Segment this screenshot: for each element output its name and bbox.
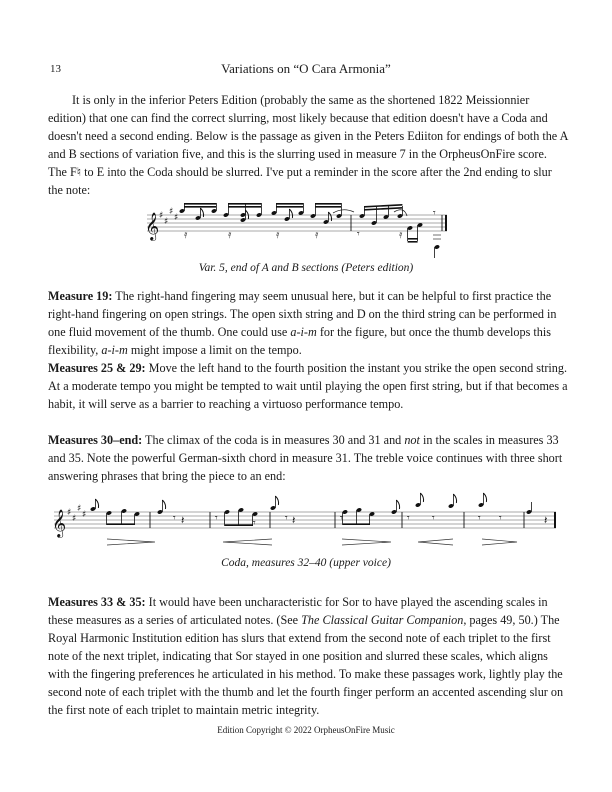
example-1-caption: Var. 5, end of A and B sections (Peters edition) bbox=[198, 262, 414, 274]
eighth-rest: 𝄾 bbox=[499, 513, 502, 524]
example-2-caption: Coda, measures 32–40 (upper voice) bbox=[221, 557, 391, 569]
hairpins bbox=[107, 539, 517, 545]
flag bbox=[396, 500, 399, 509]
quarter-rest: 𝄽 bbox=[292, 514, 296, 527]
section-measures-30-end: Measures 30–end: The climax of the coda is in measures 30 and 31 and not in the scales in measures 33 and 35. Note the powerful German-sixth chord in measure 31. The treble voice continues with three short answering phrases that bring the piece to an end: bbox=[48, 433, 563, 483]
flag bbox=[95, 499, 98, 508]
svg-text:♯: ♯ bbox=[82, 510, 87, 520]
eighth-rest: 𝄾 bbox=[432, 513, 435, 524]
svg-text:♯: ♯ bbox=[159, 211, 164, 221]
section-heading: Measures 25 & 29: bbox=[48, 361, 146, 375]
section-measures-25-29: Measures 25 & 29: Move the left hand to the fourth position the instant you strike the open second string. At a moderate tempo you might be tempted to wait until playing the open first string, but if that becomes a habit, it will serve as a barrier to reaching a virtuoso performance tempo. bbox=[48, 361, 568, 411]
quarter-rest: 𝄽 bbox=[544, 514, 548, 527]
decrescendo-hairpin bbox=[482, 539, 517, 545]
page-number: 13 bbox=[50, 63, 61, 75]
sixteenth-rest: 𝄿 bbox=[399, 228, 403, 241]
eighth-rest: 𝄾 bbox=[478, 513, 481, 524]
flag bbox=[275, 496, 278, 505]
flag bbox=[420, 493, 423, 502]
flag bbox=[162, 500, 165, 509]
sixteenth-rest: 𝄿 bbox=[315, 228, 319, 241]
copyright-footer: Edition Copyright © 2022 OrpheusOnFire Music bbox=[217, 725, 395, 735]
sixteenth-rest: 𝄿 bbox=[276, 228, 280, 241]
key-signature bbox=[67, 504, 86, 524]
decrescendo-hairpin bbox=[107, 539, 155, 545]
eighth-rest: 𝄾 bbox=[357, 229, 360, 240]
svg-text:♯: ♯ bbox=[77, 504, 82, 514]
section-heading: Measures 30–end: bbox=[48, 433, 143, 447]
beam bbox=[225, 524, 253, 526]
flag bbox=[483, 493, 486, 502]
quarter-rest: 𝄽 bbox=[181, 514, 185, 527]
svg-text:♯: ♯ bbox=[164, 217, 169, 227]
beam bbox=[107, 523, 135, 525]
section-measure-19: Measure 19: The right-hand fingering may seem unusual here, but it can be helpful to first practice the right-hand fingering on open strings. The open sixth string and D on the third string can be performed in one fluid movement of the thumb. One could use a-i-m for the figure, but once the thumb develops this flexibility, a-i-m might impose a limit on the tempo. bbox=[48, 289, 557, 357]
beam bbox=[343, 523, 370, 525]
flag bbox=[453, 494, 456, 503]
sixteenth-rest: 𝄿 bbox=[184, 228, 188, 241]
crescendo-hairpin bbox=[418, 539, 453, 545]
section-heading: Measures 33 & 35: bbox=[48, 595, 146, 609]
svg-text:♯: ♯ bbox=[174, 213, 179, 223]
section-measures-33-35: Measures 33 & 35: It would have been uncharacteristic for Sor to have played the ascending scales in these measures as a series of articulated notes. (See The Classical Guitar Companion, pages 49, 50.) The Royal Harmonic Institution edition has slurs that extend from the second note of each triplet to the first note of the next triplet, indicating that Sor stayed in one position and slurred these scales, which aligns with the fingering preferences he articulated in his method. To make these passages work, lightly play the second note of each triplet with the thumb and let the fourth finger perform an accented ascending slur on the first note of each triplet to maintain metric integrity. bbox=[48, 595, 564, 717]
running-title: Variations on “O Cara Armonia” bbox=[221, 61, 391, 76]
eighth-rest: 𝄾 bbox=[253, 518, 256, 529]
svg-text:♯: ♯ bbox=[72, 514, 77, 524]
treble-clef-icon: 𝄞 bbox=[145, 212, 160, 240]
intro-paragraph: It is only in the inferior Peters Edition (probably the same as the shortened 1822 Meissionnier edition) that one can find the correct slurring, most likely because that edition doesn't have a Coda and doesn't need a second ending. Below is the passage as given in the Peters Ediiton for endings of both the A and B sections of variation five, and this is the slurring used in measure 7 in the OrpheusOnFire score. The F♮ to E into the Coda should be slurred. I've put a reminder in the score after the 2nd ending to slur the note: bbox=[48, 93, 568, 197]
svg-text:♯: ♯ bbox=[169, 207, 174, 217]
eighth-rest: 𝄾 bbox=[285, 513, 288, 524]
section-heading: Measure 19: bbox=[48, 289, 113, 303]
eighth-rest: 𝄾 bbox=[173, 513, 176, 524]
staff-2 bbox=[54, 512, 556, 528]
eighth-rest: 𝄾 bbox=[407, 513, 410, 524]
crescendo-hairpin bbox=[223, 539, 272, 545]
svg-text:♯: ♯ bbox=[67, 508, 72, 518]
eighth-rest: 𝄾 bbox=[215, 513, 218, 524]
eighth-rest: 𝄾 bbox=[433, 208, 436, 219]
sixteenth-rest: 𝄿 bbox=[228, 228, 232, 241]
decrescendo-hairpin bbox=[342, 539, 391, 545]
eighth-rest: 𝄾 bbox=[340, 513, 343, 524]
treble-clef-icon: 𝄞 bbox=[52, 509, 67, 537]
